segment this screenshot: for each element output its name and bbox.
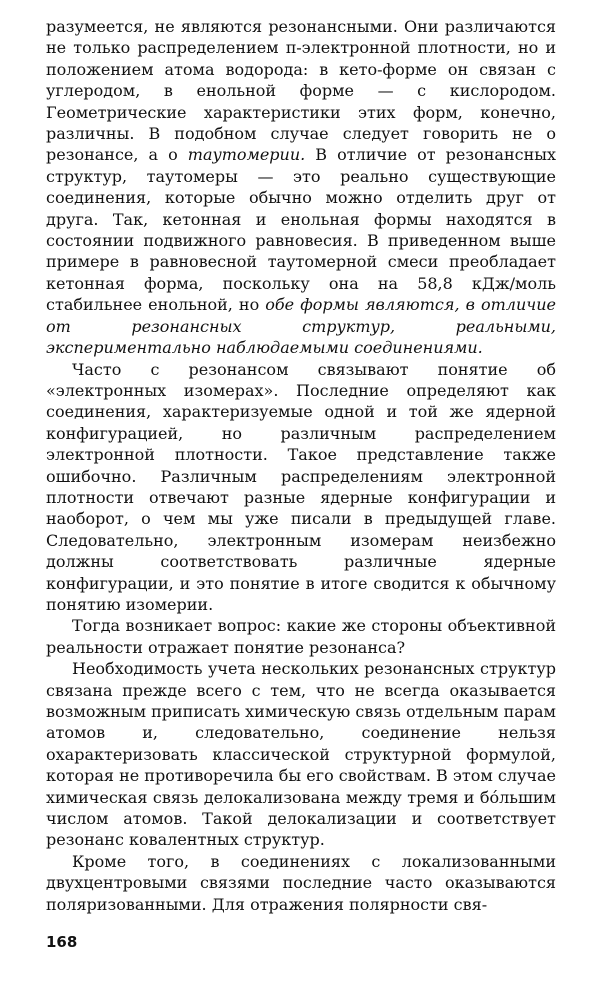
italic-text-run: обе формы являются, в отличие от резонансных структур, реальными, экспериментально наблюдаемыми соединениями. <box>46 295 556 358</box>
text-run: разумеется, не являются резонансными. Они различаются не только распределением π-электронной плотности, но и положением атома водорода: в кето-форме он связан с углеродом, в енольной форме — с кислородом. Геометрические характеристики этих форм, конечно, различны. В подобном случае следует говорить не о резонансе, а о <box>46 17 556 165</box>
paragraph <box>46 658 556 851</box>
text-run: Часто с резонансом связывают понятие об «электронных изомерах». Последние определяют как соединения, характеризуемые одной и той же ядерной конфигурацией, но различным распределением электронной плотности. Такое представление также ошибочно. Различным распределениям электронной плотности отвечают разные ядерные конфигурации и наоборот, о чем мы уже писали в предыдущей главе. Следовательно, электронным изомерам неизбежно должны соответствовать различные ядерные конфигурации, и это понятие в итоге сводится к обычному понятию изомерии. <box>46 359 556 614</box>
text-run: В отличие от резонансных структур, таутомеры — это реально существующие соединения, которые обычно можно отделить друг от друга. Так, кетонная и енольная формы находятся в состоянии подвижного равновесия. В приведенном выше примере в равновесной таутомерной смеси преобладает кетонная форма, поскольку она на 58,8 кДж/моль стабильнее енольной, но <box>46 145 556 315</box>
text-run: Необходимость учета нескольких резонансных структур связана прежде всего с тем, что не всегда оказывается возможным приписать химическую связь отдельным парам атомов и, следовательно, соединение нельзя охарактеризовать классической структурной формулой, которая не противоречила бы его свойствам. В этом случае химическая связь делокализована между тремя и бóльшим числом атомов. Такой делокализации и соответствует резонанс ковалентных структур. <box>46 659 556 850</box>
page-text-body <box>46 16 556 915</box>
paragraph <box>46 16 556 359</box>
text-run: Кроме того, в соединениях с локализованными двухцентровыми связями последние часто оказываются поляризованными. Для отражения полярности свя- <box>46 851 556 914</box>
page-number: 168 <box>46 933 78 951</box>
text-run: Тогда возникает вопрос: какие же стороны объективной реальности отражает понятие резонанса? <box>46 616 556 657</box>
paragraph <box>46 615 556 658</box>
paragraph <box>46 851 556 915</box>
paragraph <box>46 359 556 616</box>
italic-text-run: таутомерии. <box>187 145 306 165</box>
